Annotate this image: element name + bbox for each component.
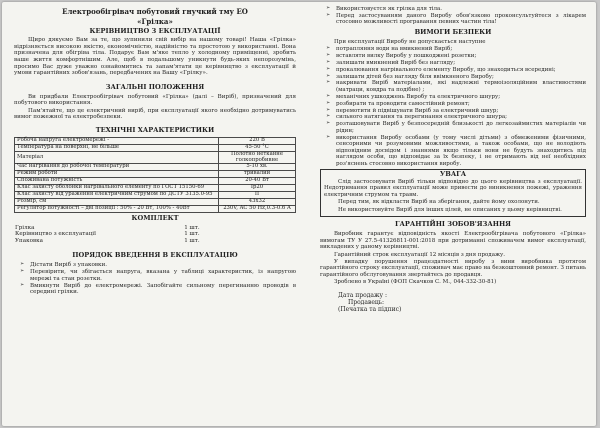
product-title: Електрообігрівач побутовий гнучкий тму ЕО xyxy=(62,7,248,16)
list-item: ➢ потрапляння води на вмикнений Виріб; xyxy=(336,46,586,52)
attention-paragraph-2: Перед тим, як відкласти Виріб на зберігання, дайте йому охолонути. xyxy=(338,199,540,206)
general-heading: ЗАГАЛЬНІ ПОЛОЖЕННЯ xyxy=(105,82,205,91)
table-row: Упаковка 1 шт. xyxy=(15,237,200,244)
table-row: Температура на поверхні, не більше 45-50 °С xyxy=(15,144,296,151)
sale-block xyxy=(320,292,586,313)
general-paragraph-1: Ви придбали Електрообігрівач побутовий «Грілка» (далі – Виріб), призначений для побутового використання. xyxy=(14,93,296,107)
list-item: ➢ Вмикнути Виріб до електромережі. Запобігайте сильному перегинанню проводів в середині грілки. xyxy=(30,283,296,296)
list-item: ➢ сильного натягання та перегинання електричного шнура; xyxy=(336,114,586,120)
list-item: ➢ вставляти вилку Виробу у пошкоджені розетки; xyxy=(336,53,586,59)
warranty-paragraph-1: Виробник гарантує відповідність якості Електрообігрівача побутового «Грілка» вимогам ТУ У 27.5-41326811-001:2018 при дотриманні споживачем вимог експлуатації, викладених у даному керівництві. xyxy=(320,231,586,251)
left-column xyxy=(14,6,296,296)
safety-list xyxy=(320,46,586,167)
sale-date: Дата продажу : xyxy=(338,291,387,299)
table-row: Керівництво з експлуатації 1 шт. xyxy=(15,231,200,238)
manual-heading: КЕРІВНИЦТВО З ЕКСПЛУАТАЦІЇ xyxy=(89,26,221,35)
manual-page xyxy=(2,2,596,426)
warranty-paragraph-2: Гарантійний строк експлуатації 12 місяців з дня продажу. xyxy=(334,251,506,258)
kit-table xyxy=(14,225,296,245)
list-item: ➢ Перед застосуванням даного Виробу обов'язково проконсультуйтеся з лікарем стосовно можливості програвання певних частин тіла! xyxy=(336,13,586,26)
list-item: ➢ Дістати Виріб з упаковки. xyxy=(30,262,296,269)
right-column xyxy=(320,6,586,313)
warranty-paragraph-3: У випадку порушення працездатності виробу з вини виробника протягом гарантійного строку експлуатації, споживач має право на безкоштовний ремонт. З питань гарантійного обслуговування звертайтесь до продавця. xyxy=(320,259,586,278)
product-brand: «Грілка» xyxy=(137,17,173,27)
table-row: Робоча напруга електромережі - 220 В xyxy=(15,137,296,144)
order-heading: ПОРЯДОК ВВЕДЕННЯ В ЕКСПЛУАТАЦІЮ xyxy=(72,251,238,260)
tech-table xyxy=(14,137,296,213)
safety-heading: ВИМОГИ БЕЗПЕКИ xyxy=(414,27,492,36)
intro-paragraph: Щиро дякуємо Вам за те, що зупинили свій вибір на нашому товарі! Наша «Грілка» відрізняється високою якістю, економічністю, надійністю та простотою у використанні. Вона призначена для обігріва тіла. Подарує Вам м'яке тепло у холодному приміщенні, зробить ваше життя комфортнішим. Але, щоб в подальшому уникнути будь-яких непорозумінь, просимо Вас дуже уважно ознайомитись та запам'ятати це керівництво з експлуатації й умови гарантійних зобов'язань, передбачених на Вашу «Грілку». xyxy=(14,37,296,77)
list-item: ➢ залишати дітей без нагляду біля ввімкненого Виробу; xyxy=(336,74,586,80)
table-row: Регулятор потужності – дві позиції : 50% - 20 Вт, 100% - 40Вт 230V, AC 50 Hz,0.3-0.6 A xyxy=(15,205,296,212)
table-row: Режим роботи тривалий xyxy=(15,171,296,178)
table-row: Клас захисту від ураження електричним струмом по ДСТУ 3135.0-95 ІІ xyxy=(15,192,296,199)
kit-heading: КОМПЛЕКТ xyxy=(131,213,179,222)
tech-heading: ТЕХНІЧНІ ХАРАКТЕРИСТИКИ xyxy=(95,125,215,134)
list-item: ➢ перемотити й підвішувати Виріб за електричний шнур; xyxy=(336,108,586,114)
list-item: ➢ розташовувати Виріб у безпосередній близькості до легкозаймистих матеріалів чи рідин; xyxy=(336,121,586,134)
list-item: ➢ прокалювання нагрівального елементу Виробу, що знаходиться всередині; xyxy=(336,67,586,73)
attention-paragraph-1: Слід застосовувати Виріб тільки відповідно до цього керівництва з експлуатації. Недотримання правил експлуатації може привести до виникнення пожежі, ураження електричним струмом та травм. xyxy=(324,178,582,198)
table-row: Грілка 1 шт. xyxy=(15,224,200,231)
table-row: Час нагрівання до робочої температури 5-10 хв. xyxy=(15,164,296,171)
table-row: Клас захисту оболонки нагрівального елементу по ГОСТ 15150-69 Ip20 xyxy=(15,185,296,192)
safety-intro: При експлуатації Виробу не допускається наступне xyxy=(334,38,486,45)
manufacturer-line: Зроблено в Україні (ФОП Скачков С. М., 044-332-30-81) xyxy=(334,279,497,286)
table-row: Розмір, см 43х32 xyxy=(15,199,296,206)
list-item: ➢ використання Виробу особами (у тому числі дітьми) з обмеженими фізичними, сенсорними чи розумовими можливостями, а також особами, що не володіють відповідним досвідом і знаннями якщо тільки вони не будуть знаходитись під наглядом особи, що відповідає за їх безпеку, і не отримають від неї необхідних роз'яснень стосовно використання виробу. xyxy=(336,135,586,167)
stamp-label: (Печатка та підпис) xyxy=(338,306,402,314)
table-row: Споживана потужність 20-40 Вт xyxy=(15,178,296,185)
attention-heading: УВАГА xyxy=(439,170,467,179)
list-item: ➢ накривати Виріб матеріалами, які надлежні термоізоляційним властивостями (матраци, ковдра та подібне) ; xyxy=(336,80,586,93)
attention-paragraph-3: Не використовуйте Виріб для інших цілей, не описаних у цьому керівництві. xyxy=(338,206,562,213)
list-item: ➢ механічних ушкоджень Виробу та електричного шнуру; xyxy=(336,94,586,100)
attention-box xyxy=(320,169,586,217)
list-item: ➢ залишати вмикнений Виріб без нагляду; xyxy=(336,60,586,66)
table-row: Матеріал Полотно нетканне голкопробивне xyxy=(15,151,296,164)
use-list xyxy=(320,6,586,26)
general-paragraph-2: Пам'ятайте, що це електричний виріб, при експлуатації якого необхідно дотримуватись вимог пожежної та електробезпеки. xyxy=(14,107,296,121)
list-item: ➢ розбирати та проводити самостійний ремонт; xyxy=(336,101,586,107)
order-list xyxy=(14,262,296,296)
list-item: ➢ Перевірити, чи збігається напруга, вказана у таблиці характеристик, із напругою мережі та стан розетки. xyxy=(30,269,296,282)
list-item: ➢ Використовуєтся як грілка для тіла. xyxy=(336,6,586,12)
seller-label: Продавець: xyxy=(348,299,385,307)
warranty-heading: ГАРАНТІЙНІ ЗОБОВ'ЯЗАННЯ xyxy=(395,220,511,229)
